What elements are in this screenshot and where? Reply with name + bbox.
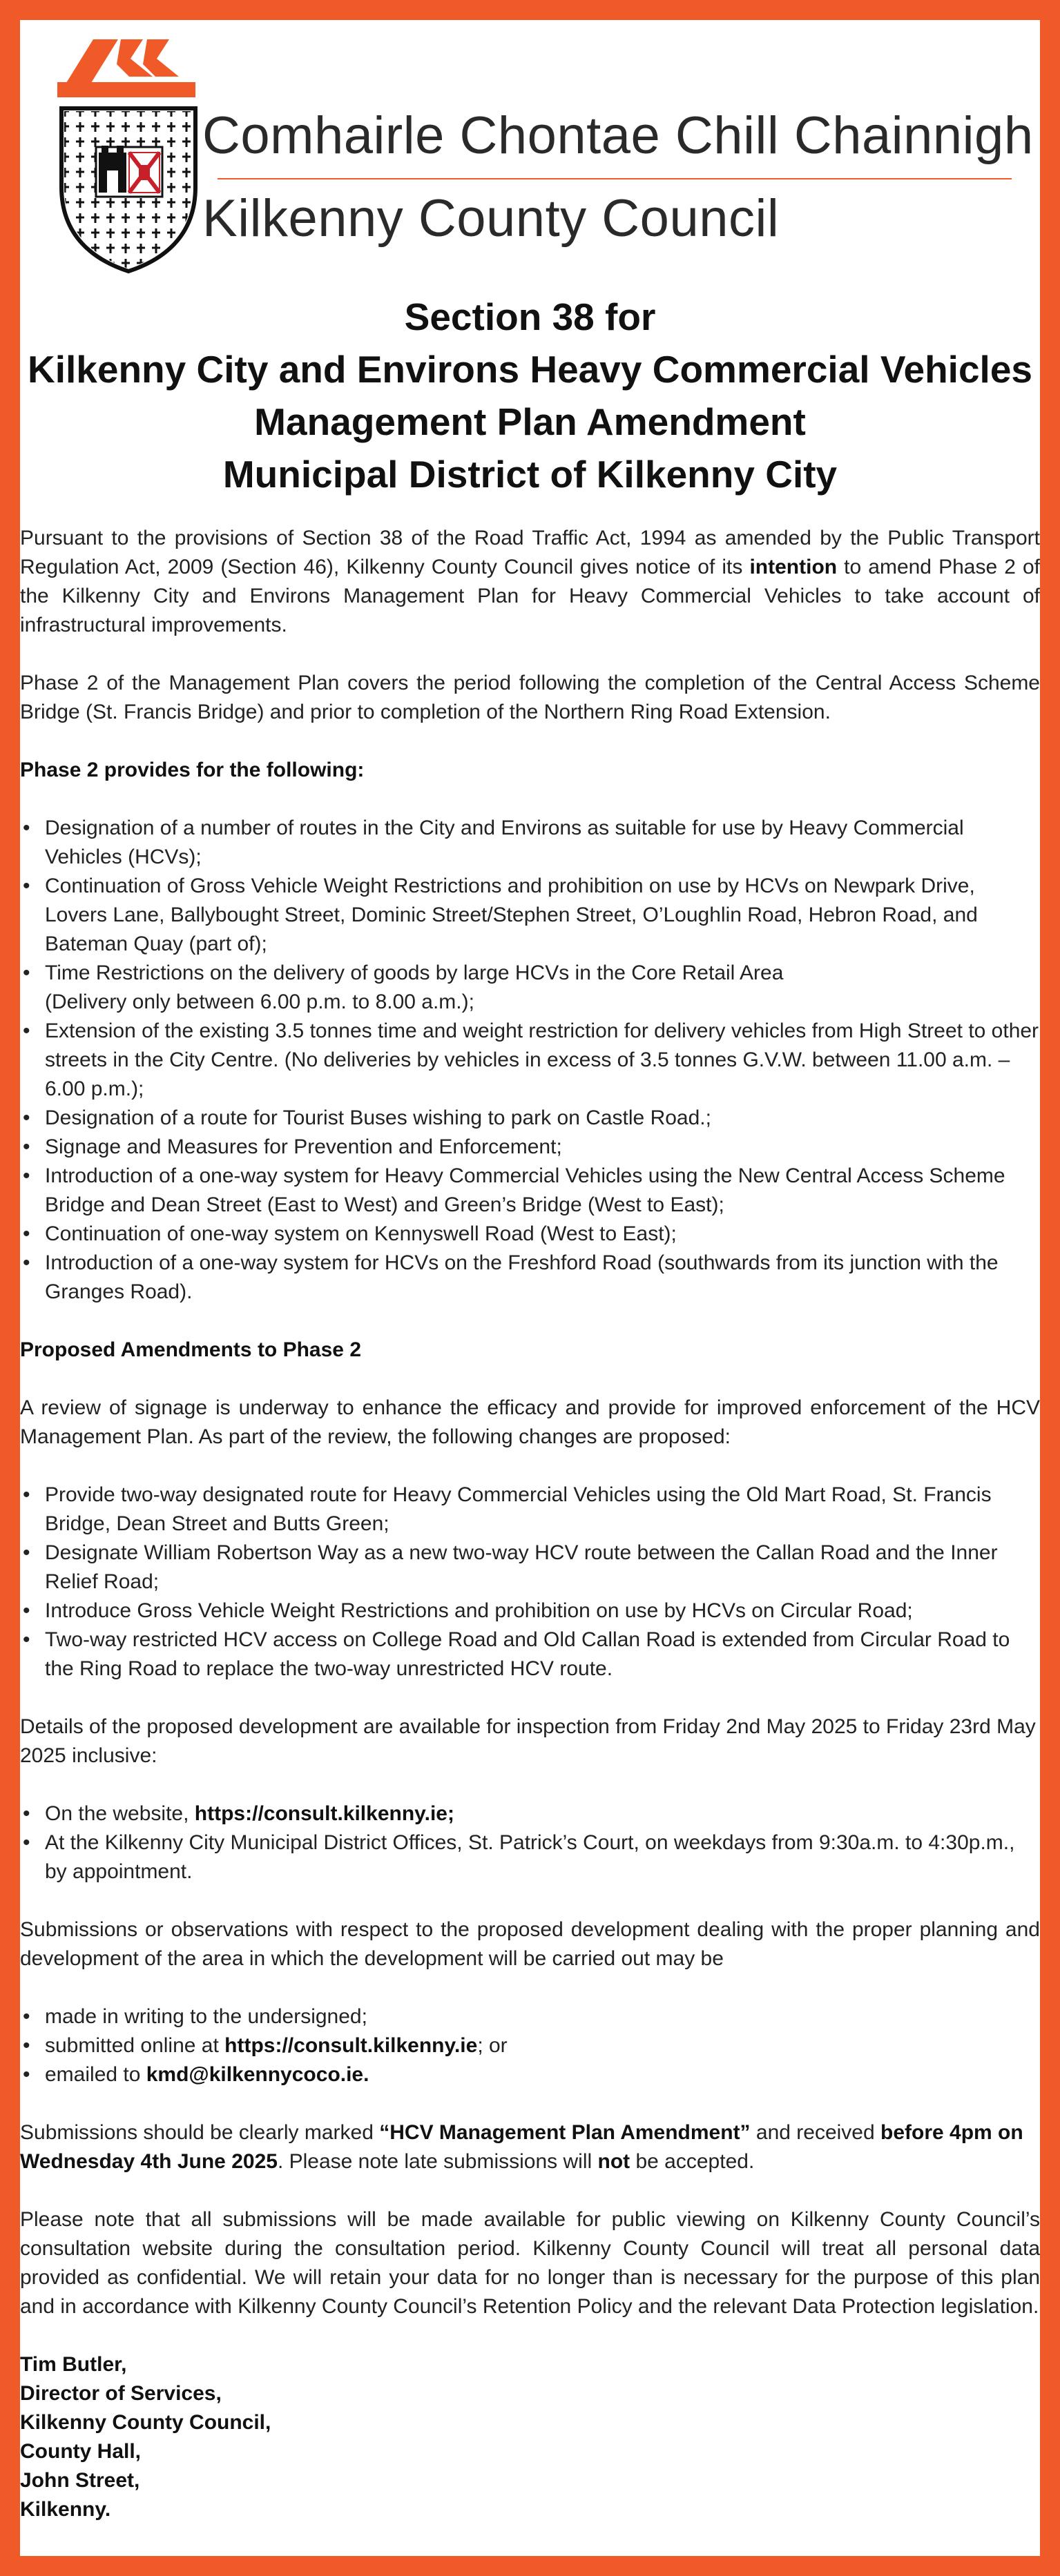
deadline-paragraph <box>20 2118 1040 2176</box>
phase2-heading-text: Phase 2 provides for the following: <box>20 759 365 781</box>
consultation-website-link[interactable]: https://consult.kilkenny.ie; <box>194 1802 454 1825</box>
list-item: • Introduction of a one-way system for Heavy Commercial Vehicles using the New Central Access Scheme Bridge and Dean Street (East to West) and Green’s Bridge (West to East); <box>45 1162 1040 1220</box>
list-item-text: Time Restrictions on the delivery of goods by large HCVs in the Core Retail Area <box>45 962 784 984</box>
list-item: • Two-way restricted HCV access on College Road and Old Callan Road is extended from Circular Road to the Ring Road to replace the two-way unrestricted HCV route. <box>45 1626 1040 1684</box>
amendments-intro-paragraph: A review of signage is underway to enhance the efficacy and provide for improved enforcement of the HCV Management Plan. As part of the review, the following changes are proposed: <box>20 1396 1040 1448</box>
list-item <box>45 2031 1040 2060</box>
list-item: • Continuation of Gross Vehicle Weight Restrictions and prohibition on use by HCVs on Newpark Drive, Lovers Lane, Ballybought Street, Dominic Street/Stephen Street, O’Loughlin Road, Hebron Road, and Bateman Quay (part of); <box>45 872 1040 959</box>
submission-marking: “HCV Management Plan Amendment” <box>379 2121 751 2144</box>
intention-emphasis: intention <box>749 556 838 578</box>
council-name-english: Kilkenny County Council <box>202 189 780 248</box>
submission-website-link[interactable]: https://consult.kilkenny.ie <box>224 2034 478 2057</box>
title-line: Management Plan Amendment <box>254 400 806 443</box>
list-item <box>45 1799 1040 1828</box>
submissions-intro-paragraph: Submissions or observations with respect to the proposed development dealing with the proper planning and development of the area in which the development will be carried out may be <box>20 1918 1040 1970</box>
deadline-text: be accepted. <box>630 2150 755 2173</box>
list-item-text: (Delivery only between 6.00 p.m. to 8.00 a.m.); <box>45 991 474 1013</box>
list-item-text: On the website, <box>45 1802 195 1825</box>
list-item-text: emailed to <box>45 2063 146 2086</box>
submission-deadline: before 4pm on Wednesday 4th June 2025 <box>20 2121 1023 2173</box>
signature-line: Director of Services, <box>20 2382 222 2405</box>
submission-email-link[interactable]: kmd@kilkennycoco.ie. <box>146 2063 369 2086</box>
signature-line: County Hall, <box>20 2440 142 2463</box>
not-emphasis: not <box>597 2150 630 2173</box>
signature-block <box>20 2350 1040 2524</box>
signature-line: John Street, <box>20 2469 140 2492</box>
submission-methods-list <box>20 2002 1040 2089</box>
privacy-paragraph: Please note that all submissions will be made available for public viewing on Kilkenny County Council’s consultation website during the consultation period. Kilkenny County Council will treat all personal data provided as confidential. We will retain your data for no longer than is necessary for the purpose of this plan and in accordance with Kilkenny County Council’s Retention Policy and the relevant Data Protection legislation. <box>20 2208 1040 2318</box>
amendments-heading-text: Proposed Amendments to Phase 2 <box>20 1338 362 1361</box>
deadline-text: Submissions should be clearly marked <box>20 2121 380 2144</box>
list-item <box>45 959 1040 1017</box>
title-line: Kilkenny City and Environs Heavy Commercial Vehicles <box>27 348 1033 391</box>
title-line: Section 38 for <box>404 295 656 338</box>
list-item: • made in writing to the undersigned; <box>45 2002 1040 2031</box>
list-item: • Introduce Gross Vehicle Weight Restrictions and prohibition on use by HCVs on Circular Road; <box>45 1597 1040 1626</box>
list-item: • Introduction of a one-way system for HCVs on the Freshford Road (southwards from its junction with the Granges Road). <box>45 1249 1040 1307</box>
list-item-text: submitted online at <box>45 2034 225 2057</box>
inspection-list <box>20 1799 1040 1886</box>
kk-chevron-logo-icon <box>57 28 195 104</box>
list-item: • Provide two-way designated route for Heavy Commercial Vehicles using the Old Mart Road, St. Francis Bridge, Dean Street and Butts Green; <box>45 1481 1040 1539</box>
title-line: Municipal District of Kilkenny City <box>222 453 838 496</box>
list-item-text: ; or <box>477 2034 508 2057</box>
list-item: • Designation of a route for Tourist Buses wishing to park on Castle Road.; <box>45 1104 1040 1133</box>
header-divider <box>218 178 1012 179</box>
deadline-text: . Please note late submissions will <box>277 2150 598 2173</box>
notice-body <box>20 524 1040 2524</box>
list-item: • Signage and Measures for Prevention and Enforcement; <box>45 1133 1040 1162</box>
amendments-list <box>20 1481 1040 1684</box>
council-header <box>20 20 1040 282</box>
phase2-intro-paragraph: Phase 2 of the Management Plan covers the period following the completion of the Central Access Scheme Bridge (St. Francis Bridge) and prior to completion of the Northern Ring Road Extension. <box>20 672 1040 723</box>
intro-text: to amend Phase 2 of the Kilkenny City and Environs Management Plan for Heavy Commercial Vehicles to take account of infrastructural improvements. <box>20 556 1040 636</box>
signature-line: Tim Butler, <box>20 2353 127 2376</box>
notice-page <box>20 20 1040 2556</box>
list-item: • Designate William Robertson Way as a new two-way HCV route between the Callan Road and the Inner Relief Road; <box>45 1539 1040 1597</box>
phase2-list <box>20 814 1040 1307</box>
intro-paragraph <box>20 524 1040 640</box>
inspection-intro-paragraph: Details of the proposed development are available for inspection from Friday 2nd May 2025 to Friday 23rd May 2025 inclusive: <box>20 1715 1036 1767</box>
council-name-irish: Comhairle Chontae Chill Chainnigh <box>202 106 1034 165</box>
amendments-heading <box>20 1336 1040 1365</box>
signature-line: Kilkenny. <box>20 2498 111 2521</box>
notice-title <box>20 291 1040 500</box>
phase2-heading <box>20 756 1040 785</box>
list-item <box>45 2060 1040 2089</box>
list-item: • Extension of the existing 3.5 tonnes time and weight restriction for delivery vehicles from High Street to other streets in the City Centre. (No deliveries by vehicles in excess of 3.5 tonnes G.V.W. between 11.00 a.m. – 6.00 p.m.); <box>45 1017 1040 1104</box>
list-item: • At the Kilkenny City Municipal District Offices, St. Patrick’s Court, on weekdays from 9:30a.m. to 4:30p.m., by appointment. <box>45 1828 1040 1886</box>
kilkenny-crest-icon <box>57 104 200 274</box>
intro-text: Pursuant to the provisions of Section 38 of the Road Traffic Act, 1994 as amended by the Public Transport Regulation Act, 2009 (Section 46), Kilkenny County Council gives notice of its <box>20 527 1040 578</box>
deadline-text: and received <box>750 2121 881 2144</box>
signature-line: Kilkenny County Council, <box>20 2411 271 2434</box>
list-item: • Continuation of one-way system on Kennyswell Road (West to East); <box>45 1220 1040 1249</box>
list-item: • Designation of a number of routes in the City and Environs as suitable for use by Heavy Commercial Vehicles (HCVs); <box>45 814 1040 872</box>
